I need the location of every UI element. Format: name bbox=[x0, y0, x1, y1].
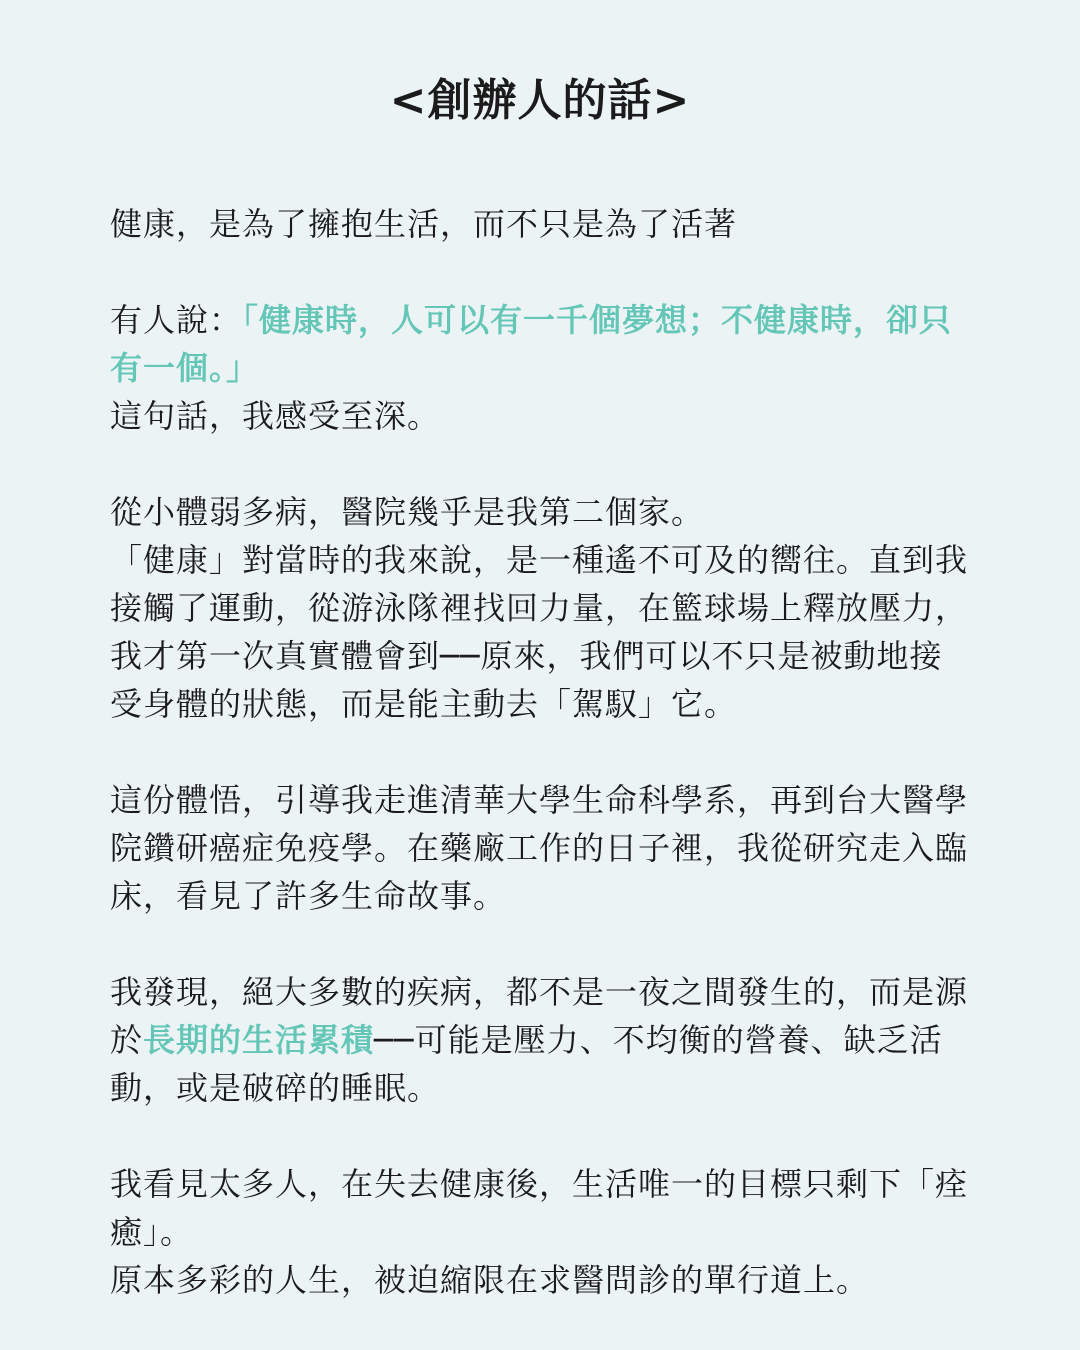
highlighted-phrase: 長期的生活累積 bbox=[143, 1021, 375, 1059]
highlighted-quote: 「健康時，人可以有一千個夢想；不健康時，卻只有一個。」 bbox=[110, 301, 953, 387]
paragraph-6-line-1: 我看見太多人，在失去健康後，生活唯一的目標只剩下「痊癒」。 bbox=[110, 1165, 969, 1251]
paragraph-3-line-2: 「健康」對當時的我來說，是一種遙不可及的嚮往。直到我接觸了運動，從游泳隊裡找回力量，在籃球場上釋放壓力，我才第一次真實體會到──原來，我們可以不只是被動地接受身體的狀態，而是能主動去「駕馭」它。 bbox=[110, 541, 969, 723]
paragraph-4-text: 這份體悟，引導我走進清華大學生命科學系，再到台大醫學院鑽研癌症免疫學。在藥廠工作的日子裡，我從研究走入臨床，看見了許多生命故事。 bbox=[110, 781, 969, 915]
page-title: <創辦人的話> bbox=[389, 75, 691, 126]
paragraph-3-line-1: 從小體弱多病，醫院幾乎是我第二個家。 bbox=[110, 493, 705, 531]
paragraph-4 bbox=[110, 776, 970, 920]
paragraph-6 bbox=[110, 1160, 970, 1304]
paragraph-1-text: 健康，是為了擁抱生活，而不只是為了活著 bbox=[110, 205, 738, 243]
paragraph-2 bbox=[110, 296, 970, 440]
paragraph-5 bbox=[110, 968, 970, 1112]
paragraph-6-line-2: 原本多彩的人生，被迫縮限在求醫問診的單行道上。 bbox=[110, 1261, 870, 1299]
paragraph-5-after: ──可能是壓力、不均衡的營養、缺乏活動，或是破碎的睡眠。 bbox=[110, 1021, 943, 1107]
paragraph-3 bbox=[110, 488, 970, 728]
quote-lead: 有人說： bbox=[110, 301, 243, 339]
paragraph-1 bbox=[110, 200, 970, 248]
paragraph-5-before: 我發現，絕大多數的疾病，都不是一夜之間發生的，而是源於 bbox=[110, 973, 969, 1059]
quote-reflection: 這句話，我感受至深。 bbox=[110, 397, 441, 435]
